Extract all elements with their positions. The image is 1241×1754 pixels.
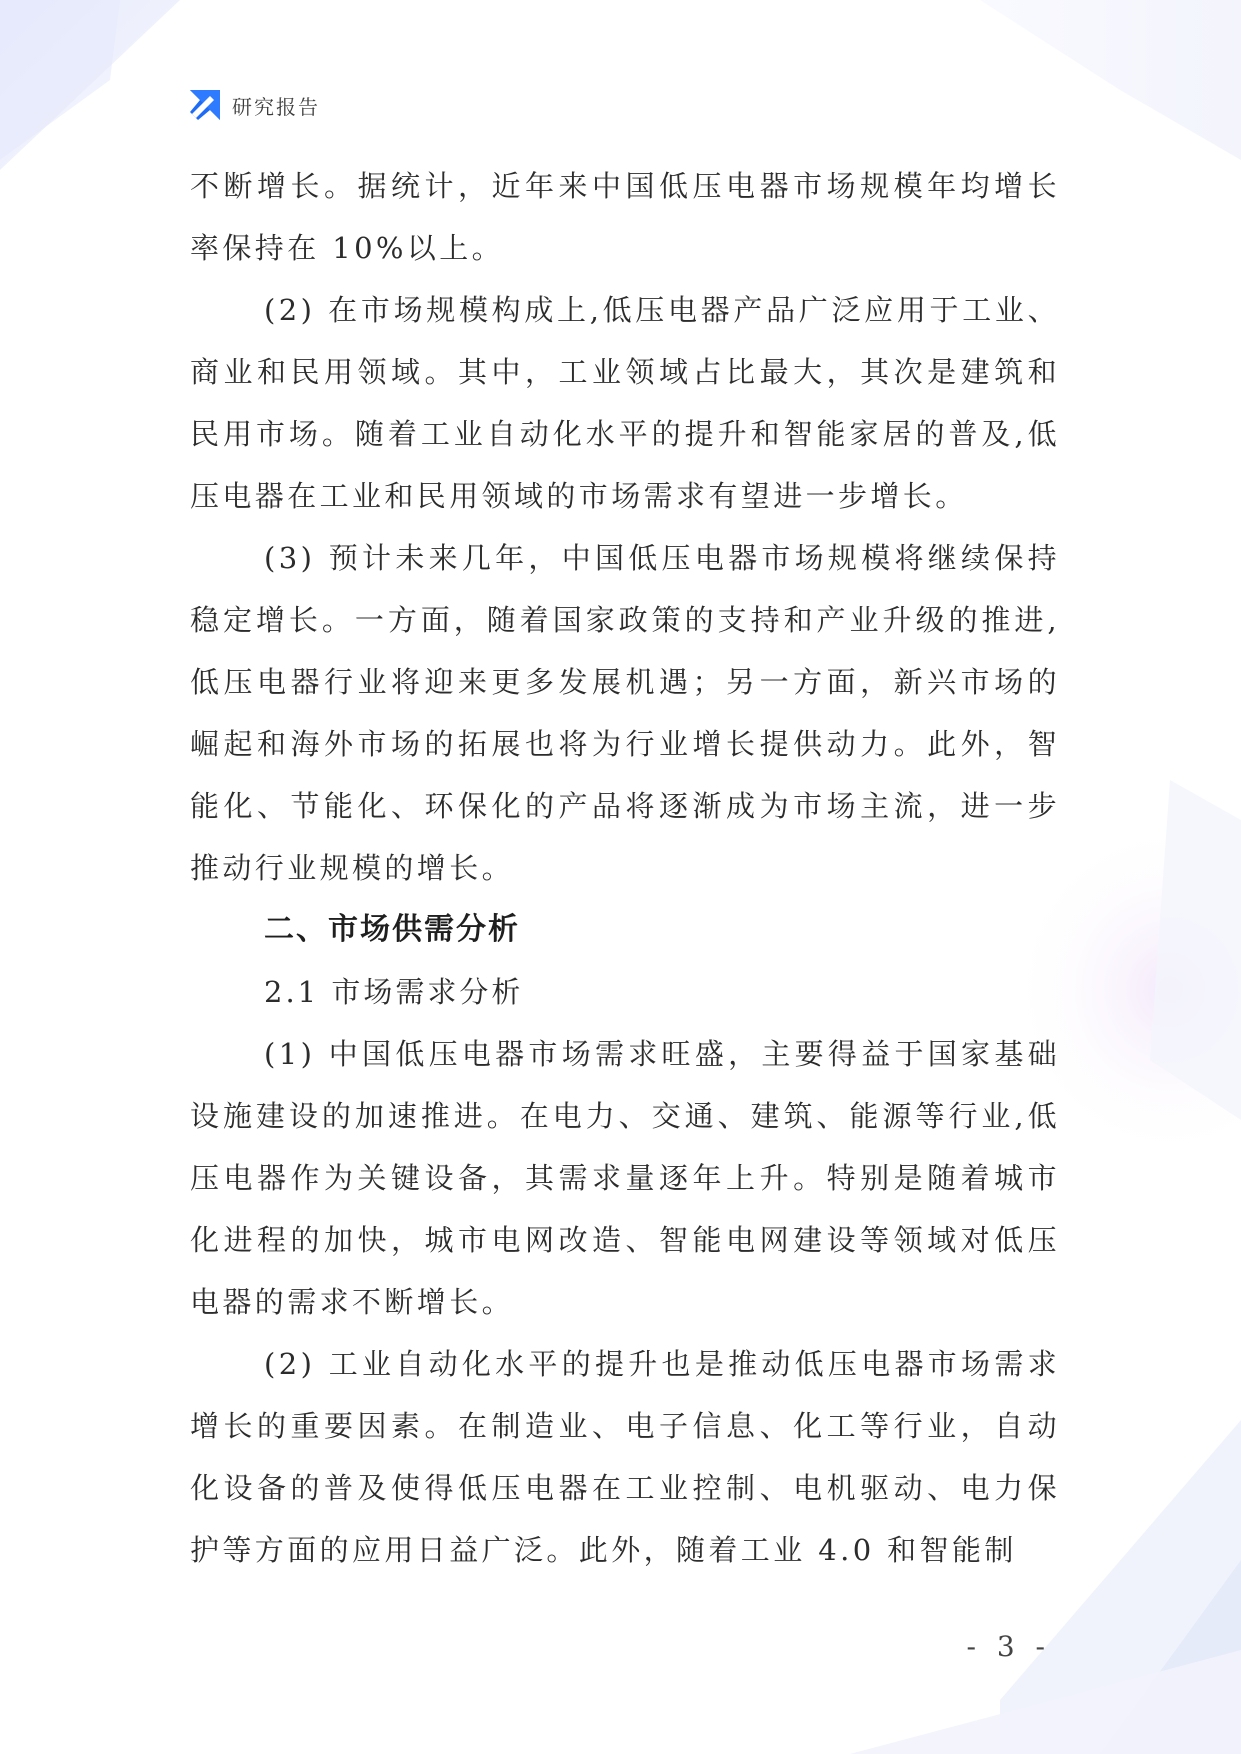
paragraph-2: (2) 在市场规模构成上,低压电器产品广泛应用于工业、商业和民用领域。其中，工业领域占比最大，其次是建筑和民用市场。随着工业自动化水平的提升和智能家居的普及,低压电器在工业和民用领域的市场需求有望进一步增长。 bbox=[190, 293, 1060, 513]
section-heading: 二、市场供需分析 bbox=[264, 912, 520, 947]
header-title: 研究报告 bbox=[232, 94, 320, 119]
paragraph-demand-2: (2) 工业自动化水平的提升也是推动低压电器市场需求增长的重要因素。在制造业、电子信息、化工等行业，自动化设备的普及使得低压电器在工业控制、电机驱动、电力保护等方面的应用日益广泛。此外，随着工业 4.0 和智能制 bbox=[190, 1347, 1060, 1567]
paragraph-continued: 不断增长。据统计，近年来中国低压电器市场规模年均增长率保持在 10%以上。 bbox=[190, 169, 1060, 265]
document-body bbox=[190, 155, 1060, 1581]
subsection-heading: 2.1 市场需求分析 bbox=[264, 975, 524, 1009]
page-number: - 3 - bbox=[966, 1630, 1051, 1663]
paragraph-3: (3) 预计未来几年，中国低压电器市场规模将继续保持稳定增长。一方面，随着国家政策的支持和产业升级的推进,低压电器行业将迎来更多发展机遇；另一方面，新兴市场的崛起和海外市场的拓展也将为行业增长提供动力。此外，智能化、节能化、环保化的产品将逐渐成为市场主流，进一步推动行业规模的增长。 bbox=[190, 541, 1060, 885]
report-header bbox=[188, 88, 320, 122]
paragraph-demand-1: (1) 中国低压电器市场需求旺盛，主要得益于国家基础设施建设的加速推进。在电力、交通、建筑、能源等行业,低压电器作为关键设备，其需求量逐年上升。特别是随着城市化进程的加快，城市电网改造、智能电网建设等领域对低压电器的需求不断增长。 bbox=[190, 1037, 1060, 1319]
arrow-up-right-icon bbox=[188, 88, 222, 122]
